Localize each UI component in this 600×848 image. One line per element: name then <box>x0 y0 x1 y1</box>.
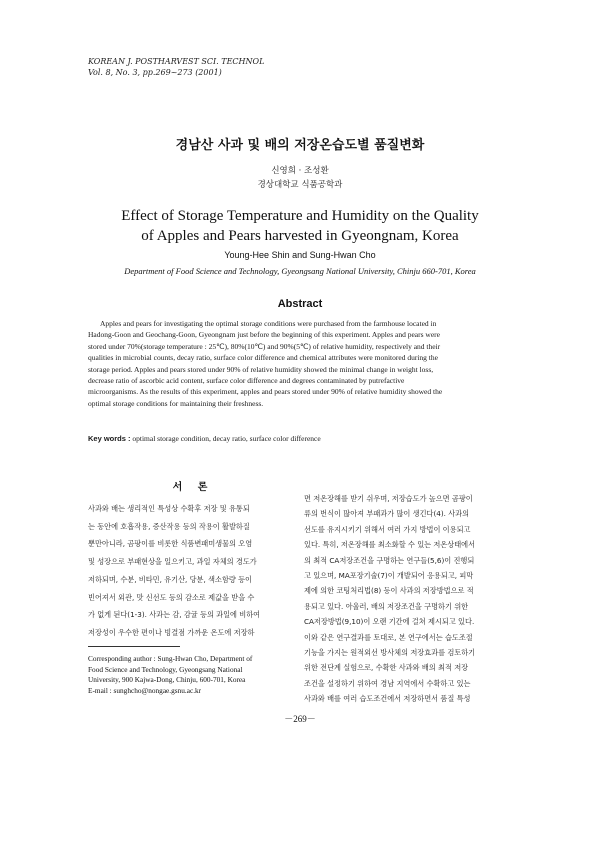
intro-heading: 서 론 <box>172 482 214 493</box>
english-title-line: of Apples and Pears harvested in Gyeongnam, Korea <box>141 228 459 244</box>
journal-name: KOREAN J. POSTHARVEST SCI. TECHNOL <box>88 57 265 66</box>
intro-line: 는 동안에 호흡작용, 증산작용 등의 작용이 활발하질 <box>88 521 250 531</box>
abstract-line: Hadong-Goon and Geochang-Goon, Gyeongnam just before the beginning of this experiment. Apples and pears were <box>88 330 440 340</box>
intro-line: 의 최적 CA저장조건을 구명하는 연구들(5,6)이 진행되 <box>304 555 475 565</box>
english-affiliation: Department of Food Science and Technology, Gyeongsang National University, Chinju 660-701, Korea <box>124 266 476 276</box>
journal-header <box>88 56 264 78</box>
intro-line: 있다. 특히, 저온장해를 최소화할 수 있는 저온상태에서 <box>304 540 476 550</box>
intro-line: 저하되며, 수분, 비타민, 유기산, 당분, 색소함량 등이 <box>88 574 252 584</box>
intro-line: 뿐만아니라, 곰팡이를 비롯한 식품변패미생물의 오염 <box>88 539 253 549</box>
english-title <box>0 206 600 246</box>
intro-left-column <box>88 500 298 642</box>
abstract-heading: Abstract <box>277 298 323 310</box>
abstract-line: optimal storage conditions for maintaining their freshness. <box>88 398 264 408</box>
page-number: －269－ <box>284 714 316 724</box>
intro-line: 고 있으며, MA포장기술(7)이 개발되어 응용되고, 피막 <box>304 571 474 581</box>
intro-line: 위한 전단계 실험으로, 수확한 사과와 배의 최적 저장 <box>304 663 469 673</box>
footnote-divider <box>88 646 180 647</box>
intro-line: 조건을 설정하기 위하여 경남 지역에서 수확하고 있는 <box>304 678 471 688</box>
english-authors: Young-Hee Shin and Sung-Hwan Cho <box>224 250 376 260</box>
abstract-line: Apples and pears for investigating the optimal storage conditions were purchased from the farmhouse located in <box>100 319 437 328</box>
korean-affiliation: 경상대학교 식품공학과 <box>257 180 343 190</box>
intro-line: 기능을 가지는 원적외선 방사체의 저장효과를 검토하기 <box>304 648 476 658</box>
keywords-text: optimal storage condition, decay ratio, surface color difference <box>132 434 321 443</box>
intro-line: CA저장방법(9,10)이 오랜 기간에 걸쳐 제시되고 있다. <box>304 617 475 627</box>
intro-line: 제에 의한 코팅처리법(8) 등이 사과의 저장방법으로 적 <box>304 586 474 596</box>
abstract-line: storage period. Apples and pears stored under 90% of relative humidity showed the minimal change in weight loss, <box>88 364 434 374</box>
keywords-label: Key words : <box>88 434 131 443</box>
abstract-line: qualities in microbial counts, decay ratio, surface color difference and chemical attributes were monitored during the <box>88 353 438 363</box>
footnote-line: E-mail : sunghcho@nongae.gsnu.ac.kr <box>88 685 202 695</box>
english-title-line: Effect of Storage Temperature and Humidity on the Quality <box>121 208 479 224</box>
intro-line: 사과와 배는 생리적인 특성상 수확후 저장 및 유통되 <box>88 504 250 513</box>
abstract-line: stored under 70%(storage temperature : 25℃), 80%(10℃) and 90%(5℃) of relative humidity, respectively and their <box>88 341 441 351</box>
korean-authors: 신영희 · 조성환 <box>271 166 329 176</box>
abstract-line: decrease ratio of ascorbic acid content, surface color difference and degrees contaminated by putrefactive <box>88 376 405 386</box>
intro-line: 이와 같은 연구결과를 토대로, 본 연구에서는 습도조절 <box>304 632 473 642</box>
intro-line: 면 저온장해를 받기 쉬우며, 저장습도가 높으면 곰팡이 <box>304 494 473 503</box>
journal-volume: Vol. 8, No. 3, pp.269~273 (2001) <box>88 68 222 77</box>
intro-line: 용되고 있다. 아울러, 배의 저장조건을 구명하기 위한 <box>304 601 469 611</box>
footnote <box>88 654 298 696</box>
intro-line: 빈어져서 외관, 맛 신선도 등의 감소로 제값을 받을 수 <box>88 592 255 602</box>
intro-line: 저장성이 우수한 편이나 빙결점 가까운 온도에 저장하 <box>88 627 255 637</box>
korean-title: 경남산 사과 및 배의 저장온습도별 품질변화 <box>175 138 425 153</box>
intro-line: 류의 번식이 많아져 부패과가 많이 생긴다(4). 사과의 <box>304 509 470 519</box>
intro-line: 사과와 배를 여러 습도조건에서 저장하면서 품질 특성 <box>304 694 471 704</box>
intro-right-column <box>304 491 514 707</box>
abstract-line: microorganisms. As the results of this experiment, apples and pears stored under 90% of relative humidity showed the <box>88 387 443 397</box>
intro-line: 선도를 유지시키기 위해서 여러 가지 방법이 이용되고 <box>304 524 471 534</box>
intro-line: 가 없게 된다(1-3). 사과는 감, 감귤 등의 과일에 비하여 <box>88 610 261 620</box>
abstract-body <box>88 318 520 409</box>
keywords <box>88 434 321 443</box>
intro-line: 및 성장으로 부패현상을 일으키고, 과일 자체의 경도가 <box>88 557 257 567</box>
footnote-line: Food Science and Technology, Gyeongsang National <box>88 664 243 674</box>
footnote-line: Corresponding author : Sung-Hwan Cho, Department of <box>88 654 253 663</box>
footnote-line: University, 900 Kajwa-Dong, Chinju, 600-701, Korea <box>88 675 246 685</box>
